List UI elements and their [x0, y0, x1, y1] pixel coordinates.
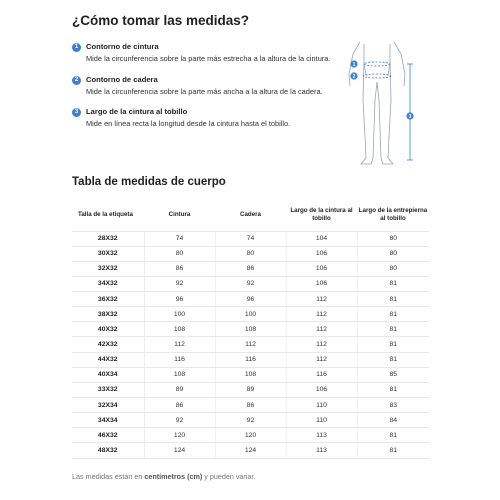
table-cell: 89	[144, 382, 215, 397]
table-row	[72, 246, 429, 261]
table-row	[72, 261, 429, 276]
size-label-cell: 46X32	[72, 428, 144, 443]
size-label-cell: 44X32	[72, 352, 144, 367]
column-header-waist-to-ankle: Largo de la cintura al tobillo	[286, 200, 357, 231]
table-row	[72, 382, 429, 397]
table-cell: 116	[215, 352, 286, 367]
table-cell: 81	[357, 292, 429, 307]
table-cell: 81	[357, 322, 429, 337]
table-cell: 80	[144, 246, 215, 261]
table-row	[72, 367, 429, 382]
table-cell: 106	[286, 246, 357, 261]
table-cell: 108	[215, 367, 286, 382]
size-label-cell: 34X34	[72, 413, 144, 428]
table-cell: 120	[215, 428, 286, 443]
table-cell: 86	[144, 261, 215, 276]
page-title: ¿Cómo tomar las medidas?	[72, 13, 250, 28]
table-cell: 80	[215, 246, 286, 261]
table-cell: 81	[357, 443, 429, 458]
table-cell: 110	[286, 398, 357, 413]
column-header-hip: Cadera	[215, 200, 286, 231]
table-cell: 74	[215, 231, 286, 246]
table-row	[72, 428, 429, 443]
table-cell: 92	[215, 413, 286, 428]
figure-label-3: 3	[408, 113, 412, 120]
table-cell: 81	[357, 307, 429, 322]
table-cell: 113	[286, 428, 357, 443]
table-cell: 116	[286, 367, 357, 382]
table-cell: 85	[357, 367, 429, 382]
table-cell: 112	[286, 352, 357, 367]
table-row	[72, 337, 429, 352]
table-cell: 112	[144, 337, 215, 352]
column-header-inseam: Largo de la entrepierna al tobillo	[357, 200, 429, 231]
table-cell: 106	[286, 382, 357, 397]
table-row	[72, 322, 429, 337]
size-label-cell: 40X32	[72, 322, 144, 337]
step-number-badge: 3	[72, 108, 81, 117]
table-cell: 80	[357, 231, 429, 246]
step-description: Mide en línea recta la longitud desde la cintura hasta el tobillo.	[86, 119, 291, 128]
table-cell: 108	[215, 322, 286, 337]
size-table	[72, 200, 429, 459]
step-title: Largo de la cintura al tobillo	[86, 107, 188, 116]
footnote-text: Las medidas están en	[72, 472, 145, 481]
table-cell: 124	[144, 443, 215, 458]
size-label-cell: 40X34	[72, 367, 144, 382]
table-row	[72, 413, 429, 428]
size-label-cell: 30X32	[72, 246, 144, 261]
step-hip	[72, 75, 342, 97]
table-cell: 81	[357, 276, 429, 291]
table-cell: 92	[215, 276, 286, 291]
table-cell: 80	[357, 261, 429, 276]
size-label-cell: 42X32	[72, 337, 144, 352]
table-cell: 104	[286, 231, 357, 246]
table-row	[72, 292, 429, 307]
step-description: Mide la circunferencia sobre la parte más ancha a la altura de la cadera.	[86, 86, 323, 96]
table-cell: 81	[357, 428, 429, 443]
table-cell: 106	[286, 276, 357, 291]
table-cell: 81	[357, 352, 429, 367]
table-cell: 86	[215, 398, 286, 413]
size-label-cell: 38X32	[72, 307, 144, 322]
table-row	[72, 307, 429, 322]
table-cell: 81	[357, 382, 429, 397]
table-cell: 106	[286, 261, 357, 276]
table-cell: 86	[215, 261, 286, 276]
table-cell: 112	[286, 292, 357, 307]
size-table-title: Tabla de medidas de cuerpo	[72, 176, 226, 188]
size-label-cell: 33X32	[72, 382, 144, 397]
table-header-row	[72, 200, 429, 231]
table-cell: 108	[144, 367, 215, 382]
table-row	[72, 231, 429, 246]
table-cell: 108	[144, 322, 215, 337]
table-cell: 110	[286, 413, 357, 428]
column-header-size: Talla de la etiqueta	[72, 200, 144, 231]
table-cell: 112	[286, 307, 357, 322]
table-cell: 89	[215, 382, 286, 397]
units-footnote	[72, 472, 255, 481]
footnote-text-end: y pueden variar.	[202, 472, 256, 481]
table-cell: 113	[286, 443, 357, 458]
table-row	[72, 276, 429, 291]
step-title: Contorno de cadera	[86, 74, 158, 84]
table-cell: 81	[357, 337, 429, 352]
table-row	[72, 398, 429, 413]
table-cell: 92	[144, 276, 215, 291]
figure-label-2: 2	[352, 73, 356, 80]
size-label-cell: 28X32	[72, 231, 144, 246]
step-title: Contorno de cintura	[86, 42, 159, 51]
size-label-cell: 34X32	[72, 276, 144, 291]
table-cell: 83	[357, 398, 429, 413]
table-cell: 96	[144, 292, 215, 307]
table-cell: 124	[215, 443, 286, 458]
table-cell: 120	[144, 428, 215, 443]
table-cell: 84	[357, 413, 429, 428]
table-cell: 112	[286, 337, 357, 352]
table-row	[72, 352, 429, 367]
figure-label-1: 1	[352, 61, 356, 68]
table-cell: 100	[144, 307, 215, 322]
size-label-cell: 48X32	[72, 443, 144, 458]
table-cell: 92	[144, 413, 215, 428]
trousers-measurement-figure-icon	[340, 40, 420, 168]
table-cell: 100	[215, 307, 286, 322]
size-label-cell: 32X34	[72, 398, 144, 413]
measurement-steps	[72, 42, 342, 140]
table-row	[72, 443, 429, 458]
table-cell: 96	[215, 292, 286, 307]
table-cell: 74	[144, 231, 215, 246]
step-waist-to-ankle	[72, 107, 342, 129]
footnote-unit: centímetros (cm)	[144, 472, 203, 481]
step-number-badge: 2	[72, 76, 81, 85]
step-description: Mide la circunferencia sobre la parte más estrecha a la altura de la cintura.	[86, 54, 331, 63]
table-cell: 116	[144, 352, 215, 367]
table-cell: 86	[144, 398, 215, 413]
step-waist	[72, 42, 342, 64]
column-header-waist: Cintura	[144, 200, 215, 231]
step-number-badge: 1	[72, 43, 81, 52]
size-label-cell: 36X32	[72, 292, 144, 307]
table-cell: 112	[286, 322, 357, 337]
size-label-cell: 32X32	[72, 261, 144, 276]
table-cell: 112	[215, 337, 286, 352]
table-cell: 80	[357, 246, 429, 261]
